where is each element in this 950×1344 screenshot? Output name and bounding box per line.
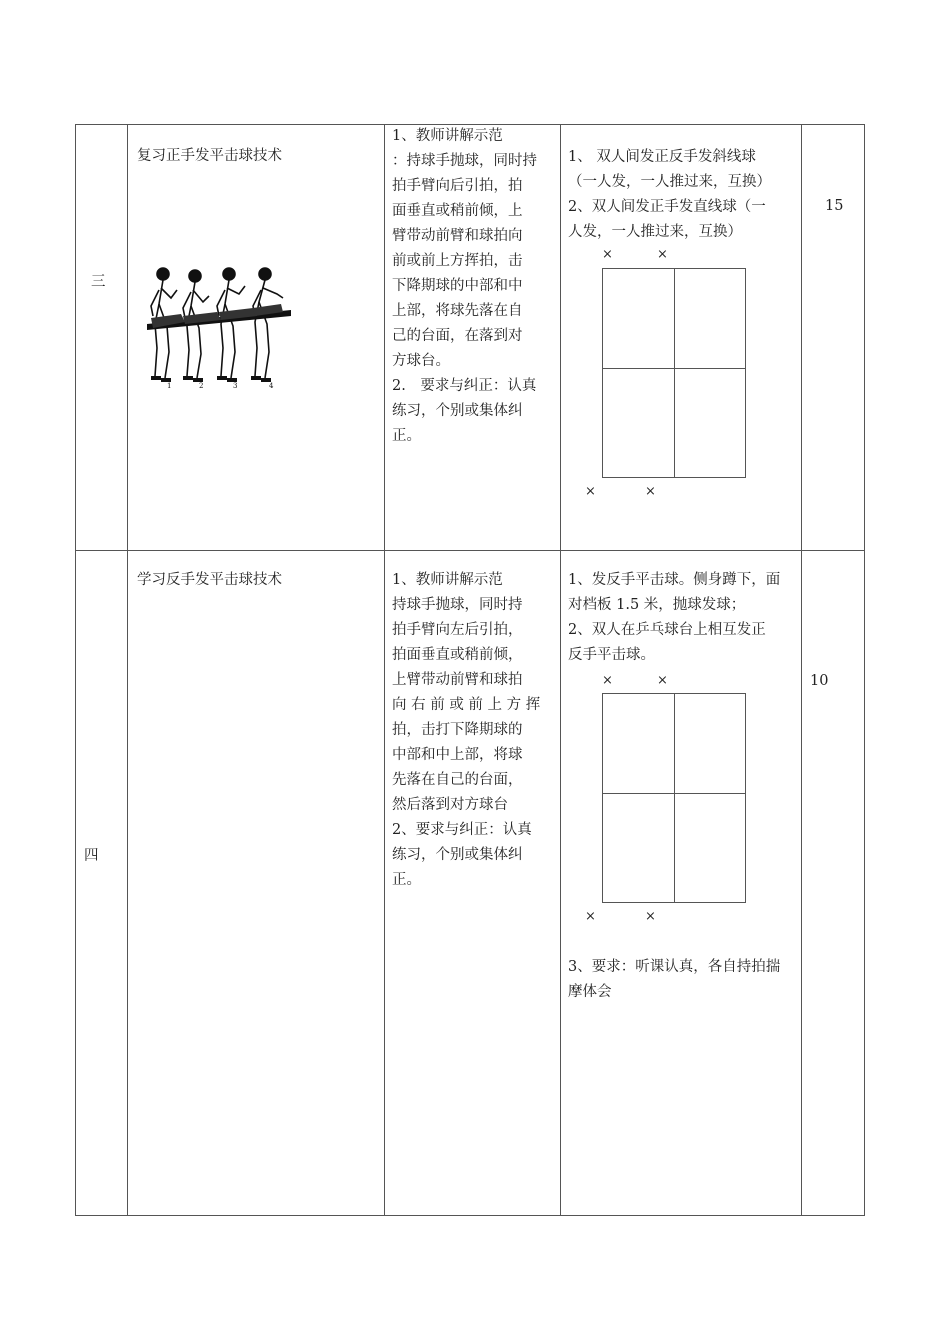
text-line: 3、要求：听课认真，各自持拍揣: [568, 959, 781, 975]
player-marker: ×: [645, 484, 656, 499]
text-line: 己的台面，在落到对: [392, 328, 523, 344]
forehand-serve-figure: [141, 264, 291, 392]
text-line: 向 右 前 或 前 上 方 挥: [392, 697, 541, 713]
text-line: 上部，将球先落在自: [392, 303, 523, 319]
text-line: 反手平击球。: [568, 647, 655, 663]
player-marker: ×: [602, 247, 613, 262]
text-line: 练习，个别或集体纠: [392, 847, 523, 863]
figure-number: 1: [167, 382, 172, 390]
text-line: 面垂直或稍前倾，上: [392, 203, 523, 219]
text-line: 2、要求与纠正：认真: [392, 822, 532, 838]
table-tennis-court-diagram: [602, 268, 746, 478]
text-line: ：持球手抛球，同时持: [392, 153, 537, 169]
row-index: 四: [84, 848, 99, 864]
text-line: 中部和中上部，将球: [392, 747, 523, 763]
text-line: 人发，一人推过来，互换）: [568, 224, 742, 240]
table-tennis-court-diagram: [602, 693, 746, 903]
practice-requirement: [568, 955, 780, 1005]
text-line: （一人发，一人推过来，互换）: [568, 174, 771, 190]
text-line: 摩体会: [568, 984, 612, 1000]
practice-organization: [568, 568, 780, 668]
text-line: 1、发反手平击球。侧身蹲下，面: [568, 572, 781, 588]
court-center-line: [674, 694, 675, 902]
column-divider: [384, 125, 385, 1215]
text-line: 正。: [392, 428, 421, 444]
text-line: 2. 要求与纠正：认真: [392, 378, 537, 394]
text-line: 练习，个别或集体纠: [392, 403, 523, 419]
court-center-line: [674, 269, 675, 477]
text-line: 拍手臂向后引拍，拍: [392, 178, 523, 194]
text-line: 正。: [392, 872, 421, 888]
player-marker: ×: [585, 484, 596, 499]
figure-number: 4: [269, 382, 274, 390]
teaching-method: [392, 568, 540, 893]
figure-number: 3: [233, 382, 238, 390]
player-marker: ×: [657, 247, 668, 262]
text-line: 拍手臂向左后引拍，: [392, 622, 523, 638]
duration-minutes: 10: [810, 673, 829, 689]
section-topic: 学习反手发平击球技术: [137, 572, 282, 588]
player-marker: ×: [585, 909, 596, 924]
player-marker: ×: [602, 673, 613, 688]
text-line: 1、 双人间发正反手发斜线球: [568, 149, 756, 165]
player-marker: ×: [657, 673, 668, 688]
text-line: 2、双人间发正手发直线球（一: [568, 199, 766, 215]
column-divider: [560, 125, 561, 1215]
row-divider: [76, 550, 864, 551]
text-line: 拍，击打下降期球的: [392, 722, 523, 738]
player-marker: ×: [645, 909, 656, 924]
practice-organization: [568, 145, 771, 245]
figure-number: 2: [199, 382, 204, 390]
text-line: 方球台。: [392, 353, 450, 369]
duration-minutes: 15: [825, 198, 844, 214]
text-line: 先落在自己的台面，: [392, 772, 523, 788]
column-divider: [127, 125, 128, 1215]
text-line: 2、双人在乒乓球台上相互发正: [568, 622, 766, 638]
text-line: 臂带动前臂和球拍向: [392, 228, 523, 244]
court-net-line: [603, 368, 745, 369]
text-line: 然后落到对方球台: [392, 797, 508, 813]
text-line: 上臂带动前臂和球拍: [392, 672, 523, 688]
court-net-line: [603, 793, 745, 794]
section-topic: 复习正手发平击球技术: [137, 148, 282, 164]
text-line: 1、教师讲解示范: [392, 128, 503, 144]
text-line: 前或前上方挥拍，击: [392, 253, 523, 269]
text-line: 持球手抛球，同时持: [392, 597, 523, 613]
column-divider: [801, 125, 802, 1215]
text-line: 拍面垂直或稍前倾，: [392, 647, 523, 663]
text-line: 下降期球的中部和中: [392, 278, 523, 294]
text-line: 对档板 1.5 米，抛球发球；: [568, 597, 746, 613]
text-line: 1、教师讲解示范: [392, 572, 503, 588]
row-index: 三: [91, 274, 106, 290]
teaching-method: [392, 124, 537, 449]
